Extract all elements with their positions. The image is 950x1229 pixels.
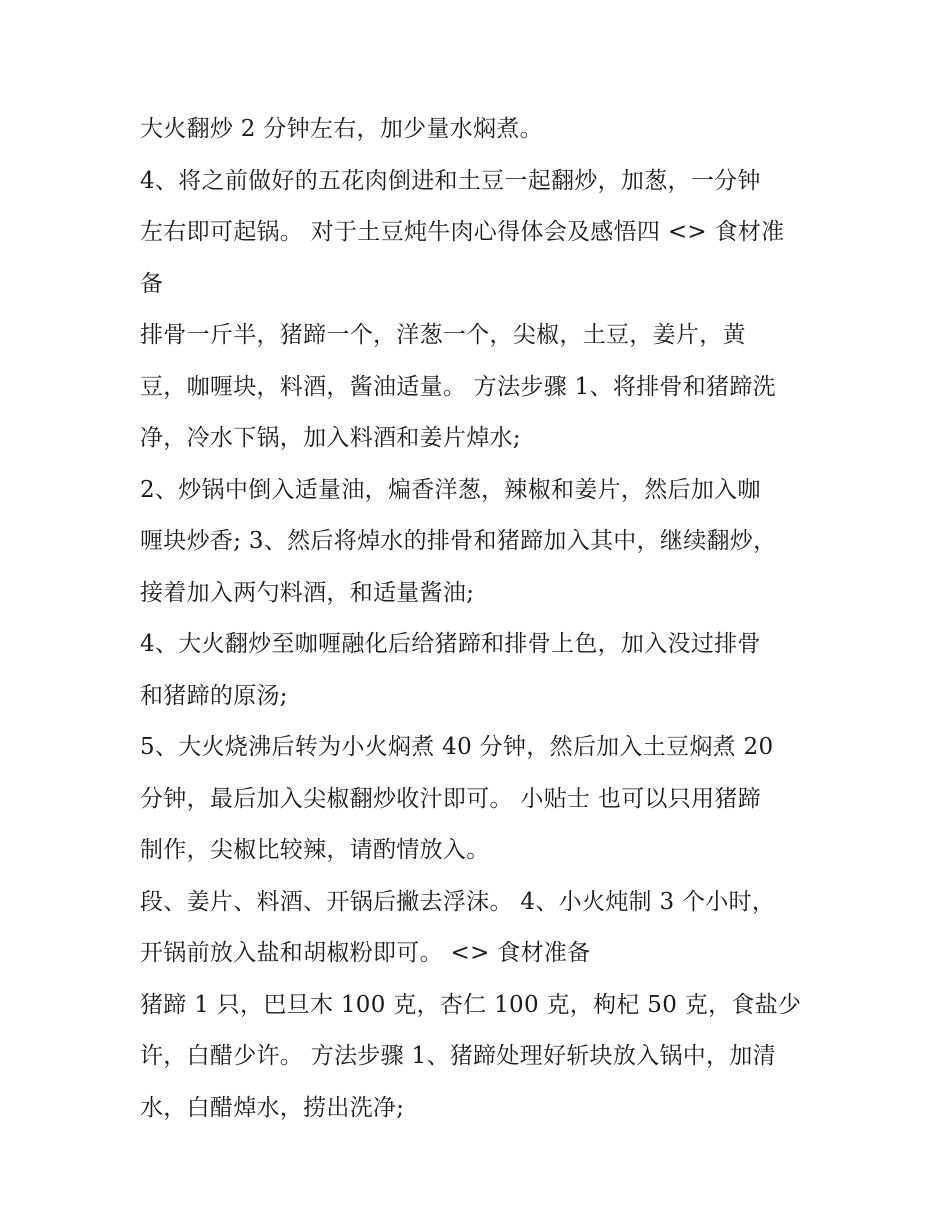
text-line: 4、大火翻炒至咖喱融化后给猪蹄和排骨上色，加入没过排骨 — [140, 631, 761, 657]
document-body — [140, 104, 820, 1134]
text-line: 许，白醋少许。 方法步骤 1、猪蹄处理好斩块放入锅中，加清 — [140, 1043, 776, 1069]
text-line: 喱块炒香; 3、然后将焯水的排骨和猪蹄加入其中，继续翻炒， — [140, 528, 777, 554]
text-line: 豆，咖喱块，料酒，酱油适量。 方法步骤 1、将排骨和猪蹄洗 — [140, 373, 776, 400]
text-line: 和猪蹄的原汤; — [140, 682, 288, 709]
text-line: 开锅前放入盐和胡椒粉即可。 <> 食材准备 — [140, 940, 591, 966]
text-line: 制作，尖椒比较辣，请酌情放入。 — [140, 837, 490, 863]
text-line: 净，冷水下锅，加入料酒和姜片焯水; — [140, 425, 521, 451]
text-line: 大火翻炒 2 分钟左右，加少量水焖煮。 — [140, 116, 543, 142]
text-line: 4、将之前做好的五花肉倒进和土豆一起翻炒，加葱，一分钟 — [140, 167, 761, 194]
text-line: 5、大火烧沸后转为小火焖煮 40 分钟，然后加入土豆焖煮 20 — [140, 734, 774, 760]
text-line: 2、炒锅中倒入适量油，煸香洋葱，辣椒和姜片，然后加入咖 — [140, 476, 761, 503]
text-line: 猪蹄 1 只，巴旦木 100 克，杏仁 100 克，枸杞 50 克，食盐少 — [140, 991, 802, 1018]
text-line: 接着加入两勺料酒，和适量酱油; — [140, 579, 475, 606]
text-line: 排骨一斤半，猪蹄一个，洋葱一个，尖椒，土豆，姜片，黄 — [140, 322, 746, 348]
text-line: 段、姜片、料酒、开锅后撇去浮沫。 4、小火炖制 3 个小时， — [140, 888, 776, 915]
text-line: 水，白醋焯水，捞出洗净; — [140, 1094, 405, 1121]
text-line: 备 — [140, 270, 164, 297]
text-line: 左右即可起锅。 对于土豆炖牛肉心得体会及感悟四 <> 食材准 — [140, 219, 785, 245]
text-line: 分钟，最后加入尖椒翻炒收汁即可。 小贴士 也可以只用猪蹄 — [140, 785, 762, 812]
